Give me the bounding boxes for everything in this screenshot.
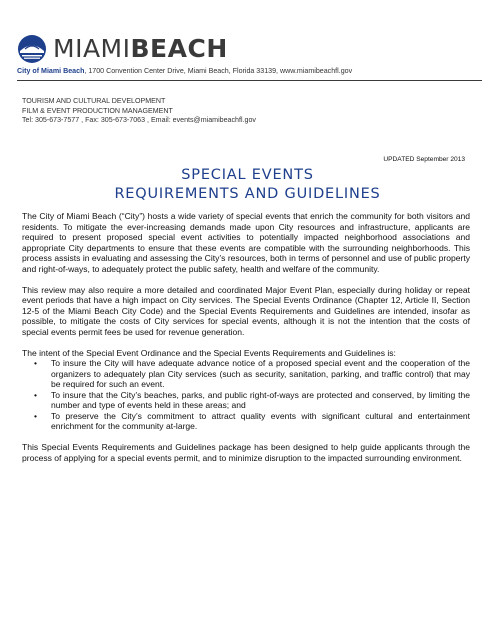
brand-miami: MIAMI: [53, 34, 131, 63]
department-line-2: FILM & EVENT PRODUCTION MANAGEMENT: [22, 106, 173, 115]
brand-wordmark: [53, 34, 228, 64]
city-address: , 1700 Convention Center Drive, Miami Beach, Florida 33139, www.miamibeachfl.gov: [84, 67, 353, 75]
list-item-text: To preserve the City’s commitment to attract quality events with significant cultural and entertainment enrichment for the community at-large.: [51, 410, 470, 431]
list-item: [22, 390, 470, 411]
department-line-1: TOURISM AND CULTURAL DEVELOPMENT: [22, 97, 166, 105]
list-item-text: To insure that the City’s beaches, parks, and public right-of-ways are protected and conserved, by limiting the number and type of events held in these areas; and: [51, 389, 470, 410]
header-divider: [17, 80, 482, 81]
document-body: [22, 211, 470, 474]
paragraph-intent: The intent of the Special Event Ordinance and the Special Events Requirements and Guidelines is:: [22, 347, 396, 358]
title-line-2: REQUIREMENTS AND GUIDELINES: [114, 185, 381, 202]
paragraph-package: This Special Events Requirements and Guidelines package has been designed to help guide applicants through the process of applying for a special events permit, and to minimize disruption to the impacted surrounding environment.: [22, 442, 470, 463]
brand-beach: BEACH: [130, 34, 228, 63]
updated-date: UPDATED September 2013: [383, 156, 465, 163]
document-title: [0, 166, 495, 203]
city-name: City of Miami Beach: [17, 67, 85, 75]
logo-row: [17, 33, 482, 65]
title-line-1: SPECIAL EVENTS: [181, 167, 314, 183]
address-line: [17, 67, 482, 75]
miami-beach-seal-icon: [17, 34, 47, 64]
list-item: [22, 358, 470, 390]
department-contact: Tel: 305-673-7577 , Fax: 305-673-7063 , Email: events@miamibeachfl.gov: [22, 116, 256, 125]
bullet-icon: •: [34, 358, 37, 368]
department-block: [22, 97, 256, 126]
paragraph-intro: The City of Miami Beach (“City”) hosts a wide variety of special events that enrich the community for both visitors and residents. To mitigate the ever-increasing demands made upon City resources and infrastructure, applicants are required to present proposed special event activities to potentially impacted neighborhood associations and appropriate City departments to ensure that these events are compatible with the surrounding neighborhoods. This process assists in evaluating and assessing the City’s resources, both in terms of personnel and use of public property and right-of-ways, to adequately protect the public safety, health and welfare of the community.: [22, 211, 470, 274]
paragraph-review: This review may also require a more detailed and coordinated Major Event Plan, especially during holiday or repeat event periods that have a high impact on City services. The Special Events Ordinance (Chapter 12, Article II, Section 12-5 of the Miami Beach City Code) and the Special Events Requirements and Guidelines are intended, insofar as possible, to mitigate the costs of City services for special events, although it is not the intention that the costs of special events permit fees be used for revenue generation.: [22, 284, 470, 337]
intent-list: [22, 358, 470, 432]
bullet-icon: •: [34, 389, 37, 400]
list-item: [22, 411, 470, 432]
letterhead: [17, 33, 482, 81]
list-item-text: To insure the City will have adequate advance notice of a proposed special event and the cooperation of the organizers to adequately plan City services (such as security, sanitation, parking, and traffic control) that may be required for such an event.: [51, 358, 470, 389]
bullet-icon: •: [34, 410, 37, 421]
